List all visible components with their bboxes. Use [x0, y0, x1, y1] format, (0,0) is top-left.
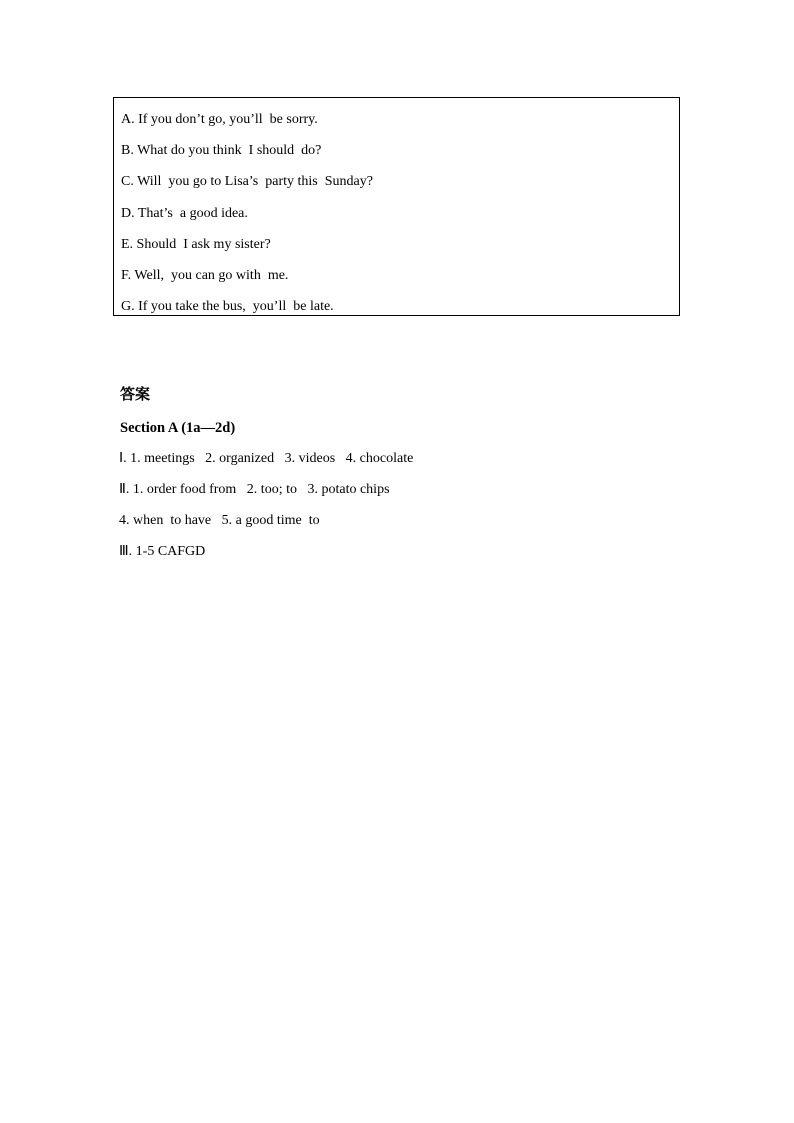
options-box	[113, 97, 680, 316]
answer-line-part-1: Ⅰ. 1. meetings 2. organized 3. videos 4. chocolate	[119, 451, 414, 466]
option-g: G. If you take the bus, you’ll be late.	[121, 299, 334, 315]
answer-heading: 答案	[120, 385, 151, 403]
option-b: B. What do you think I should do?	[121, 143, 322, 159]
answer-line-part-2-continued: 4. when to have 5. a good time to	[119, 513, 320, 528]
option-f: F. Well, you can go with me.	[121, 267, 289, 283]
option-c: C. Will you go to Lisa’s party this Sunday?	[121, 174, 373, 190]
answer-line-part-3: Ⅲ. 1-5 CAFGD	[119, 544, 206, 559]
option-d: D. That’s a good idea.	[121, 205, 248, 221]
section-title: Section A (1a—2d)	[120, 420, 236, 436]
option-a: A. If you don’t go, you’ll be sorry.	[121, 112, 318, 127]
answer-line-part-2: Ⅱ. 1. order food from 2. too; to 3. potato chips	[119, 482, 390, 497]
option-e: E. Should I ask my sister?	[121, 236, 271, 252]
